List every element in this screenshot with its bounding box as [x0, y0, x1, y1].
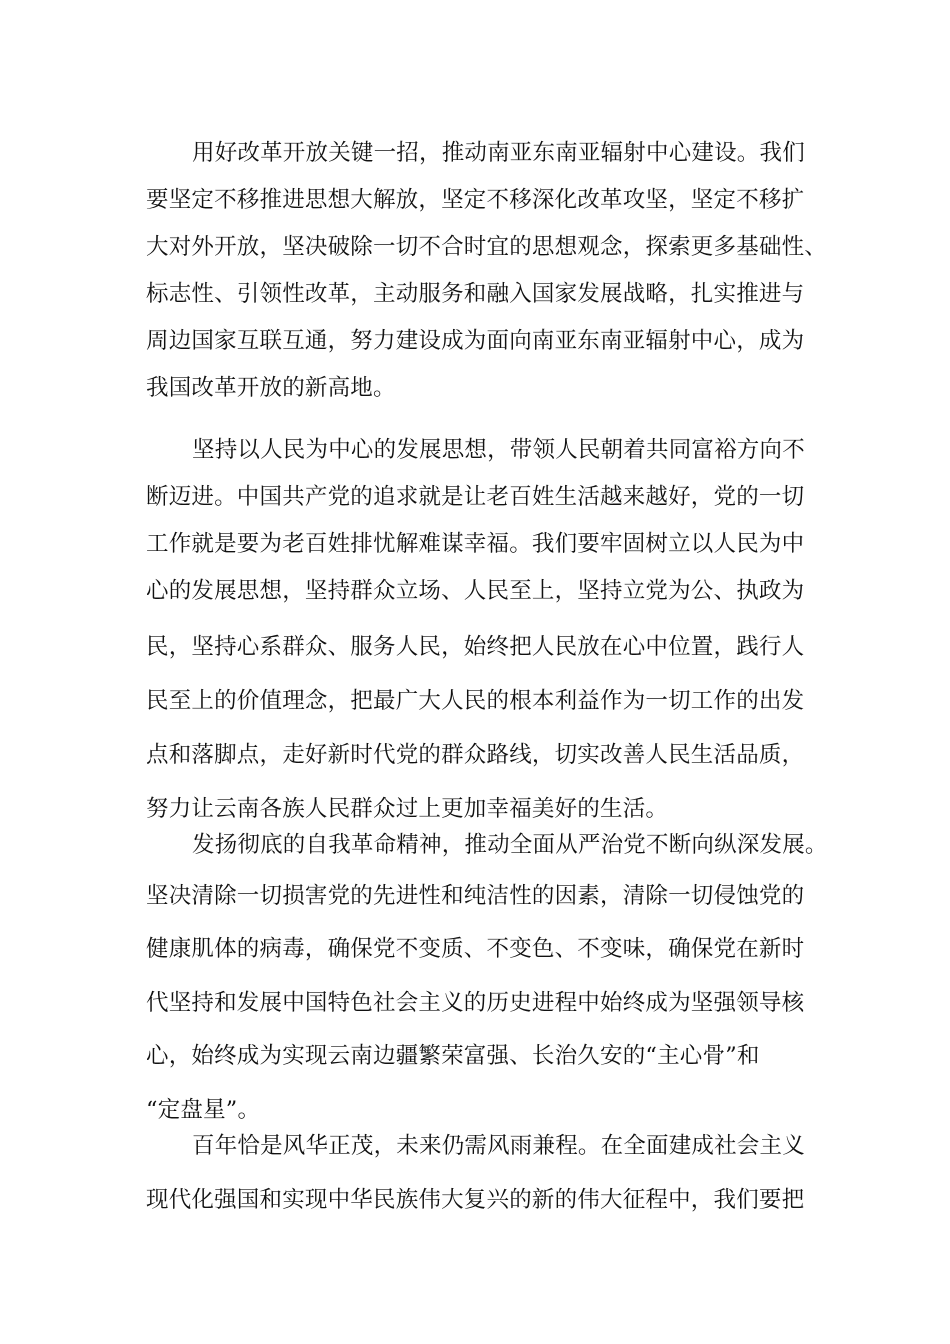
paragraph-1-line-3: 大对外开放，坚决破除一切不合时宜的思想观念，探索更多基础性、: [146, 234, 828, 260]
paragraph-1-line-5: 周边国家互联互通，努力建设成为面向南亚东南亚辐射中心，成为: [146, 328, 805, 354]
paragraph-4-line-1: 百年恰是风华正茂，未来仍需风雨兼程。在全面建成社会主义: [192, 1133, 805, 1159]
paragraph-3-line-1: 发扬彻底的自我革命精神，推动全面从严治党不断向纵深发展。: [192, 832, 828, 858]
paragraph-1-line-1: 用好改革开放关键一招，推动南亚东南亚辐射中心建设。我们: [192, 140, 805, 166]
paragraph-3-line-5: 心，始终成为实现云南边疆繁荣富强、长治久安的“主心骨”和: [146, 1043, 760, 1069]
paragraph-1-line-2: 要坚定不移推进思想大解放，坚定不移深化改革攻坚，坚定不移扩: [146, 187, 805, 213]
paragraph-4-line-2: 现代化强国和实现中华民族伟大复兴的新的伟大征程中，我们要把: [146, 1187, 805, 1213]
paragraph-2-line-1: 坚持以人民为中心的发展思想，带领人民朝着共同富裕方向不: [192, 437, 805, 463]
paragraph-3-line-4: 代坚持和发展中国特色社会主义的历史进程中始终成为坚强领导核: [146, 990, 805, 1016]
paragraph-2-line-6: 民至上的价值理念，把最广大人民的根本利益作为一切工作的出发: [146, 688, 805, 714]
paragraph-1-line-6: 我国改革开放的新高地。: [146, 375, 396, 401]
paragraph-2-line-4: 心的发展思想，坚持群众立场、人民至上，坚持立党为公、执政为: [146, 578, 805, 604]
paragraph-3-line-3: 健康肌体的病毒，确保党不变质、不变色、不变味，确保党在新时: [146, 936, 805, 962]
paragraph-2-line-3: 工作就是要为老百姓排忧解难谋幸福。我们要牢固树立以人民为中: [146, 531, 805, 557]
paragraph-2-line-2: 断迈进。中国共产党的追求就是让老百姓生活越来越好，党的一切: [146, 484, 805, 510]
paragraph-2-line-8: 努力让云南各族人民群众过上更加幸福美好的生活。: [146, 796, 669, 822]
paragraph-2-line-5: 民，坚持心系群众、服务人民，始终把人民放在心中位置，践行人: [146, 634, 805, 660]
paragraph-3-line-2: 坚决清除一切损害党的先进性和纯洁性的因素，清除一切侵蚀党的: [146, 883, 805, 909]
paragraph-1-line-4: 标志性、引领性改革，主动服务和融入国家发展战略，扎实推进与: [146, 281, 805, 307]
paragraph-2-line-7: 点和落脚点，走好新时代党的群众路线，切实改善人民生活品质，: [146, 742, 805, 768]
paragraph-3-line-6: “定盘星”。: [146, 1097, 261, 1123]
